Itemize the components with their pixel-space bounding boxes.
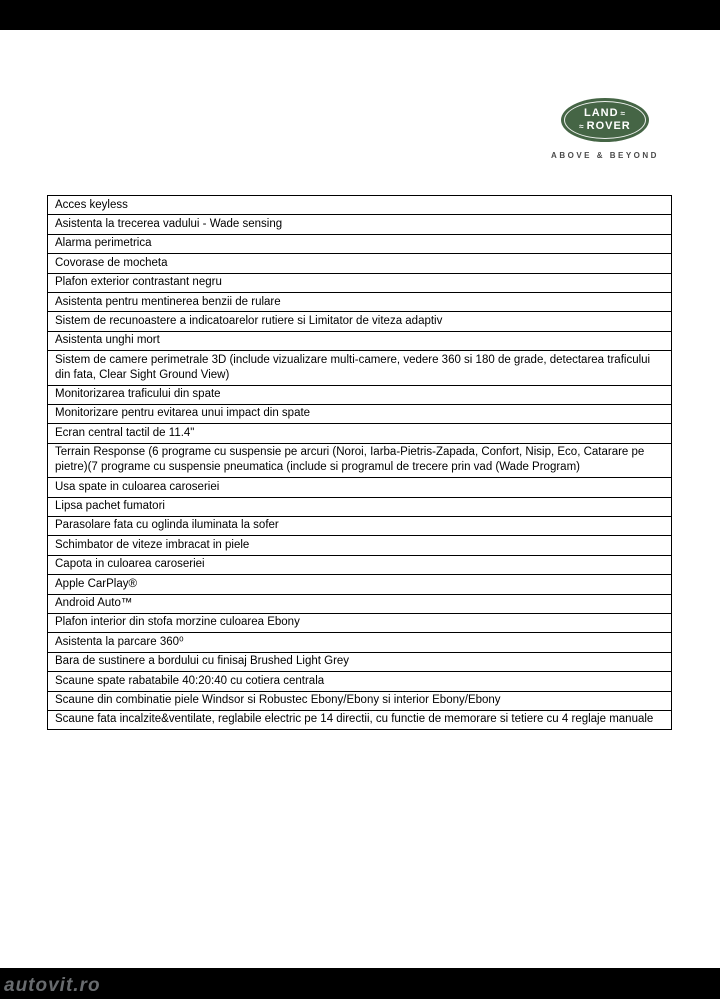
table-row: Sistem de camere perimetrale 3D (include vizualizare multi-camere, vedere 360 si 180 de grade, detectarea traficului din fata, Clear Sight Ground View) (47, 350, 672, 385)
table-row: Asistenta unghi mort (47, 331, 672, 351)
table-row: Terrain Response (6 programe cu suspensie pe arcuri (Noroi, Iarba-Pietris-Zapada, Confort, Nisip, Eco, Catarare pe pietre)(7 programe cu suspensie pneumatica (include si programul de trecere prin vad (Wade Program) (47, 443, 672, 478)
table-row: Sistem de recunoastere a indicatoarelor rutiere si Limitator de viteza adaptiv (47, 311, 672, 331)
table-row: Parasolare fata cu oglinda iluminata la sofer (47, 516, 672, 536)
table-row: Asistenta la trecerea vadului - Wade sensing (47, 214, 672, 234)
brand-tagline: ABOVE & BEYOND (551, 151, 659, 160)
watermark: autovit.ro (4, 975, 101, 996)
document-page (0, 30, 720, 968)
table-row: Asistenta pentru mentinerea benzii de rulare (47, 292, 672, 312)
table-row: Ecran central tactil de 11.4" (47, 423, 672, 443)
table-row: Usa spate in culoarea caroseriei (47, 477, 672, 497)
table-row: Schimbator de viteze imbracat in piele (47, 535, 672, 555)
bottom-letterbox-bar (0, 968, 720, 999)
land-rover-brand-block (540, 98, 670, 160)
table-row: Lipsa pachet fumatori (47, 497, 672, 517)
table-row: Scaune spate rabatabile 40:20:40 cu cotiera centrala (47, 671, 672, 691)
feature-table (47, 195, 672, 730)
table-row: Covorase de mocheta (47, 253, 672, 273)
land-rover-logo (561, 98, 649, 142)
table-row: Android Auto™ (47, 594, 672, 614)
table-row: Apple CarPlay® (47, 574, 672, 594)
logo-text-land: LAND ≈ (584, 107, 626, 120)
logo-text-rover: ≈ ROVER (579, 120, 631, 133)
top-letterbox-bar (0, 0, 720, 30)
table-row: Scaune fata incalzite&ventilate, reglabile electric pe 14 directii, cu functie de memorare si tetiere cu 4 reglaje manuale (47, 710, 672, 730)
table-row: Alarma perimetrica (47, 234, 672, 254)
table-row: Capota in culoarea caroseriei (47, 555, 672, 575)
table-row: Acces keyless (47, 195, 672, 215)
table-row: Scaune din combinatie piele Windsor si Robustec Ebony/Ebony si interior Ebony/Ebony (47, 691, 672, 711)
table-row: Plafon interior din stofa morzine culoarea Ebony (47, 613, 672, 633)
table-row: Bara de sustinere a bordului cu finisaj Brushed Light Grey (47, 652, 672, 672)
table-row: Monitorizarea traficului din spate (47, 385, 672, 405)
table-row: Plafon exterior contrastant negru (47, 273, 672, 293)
table-row: Monitorizare pentru evitarea unui impact din spate (47, 404, 672, 424)
table-row: Asistenta la parcare 360⁰ (47, 632, 672, 652)
